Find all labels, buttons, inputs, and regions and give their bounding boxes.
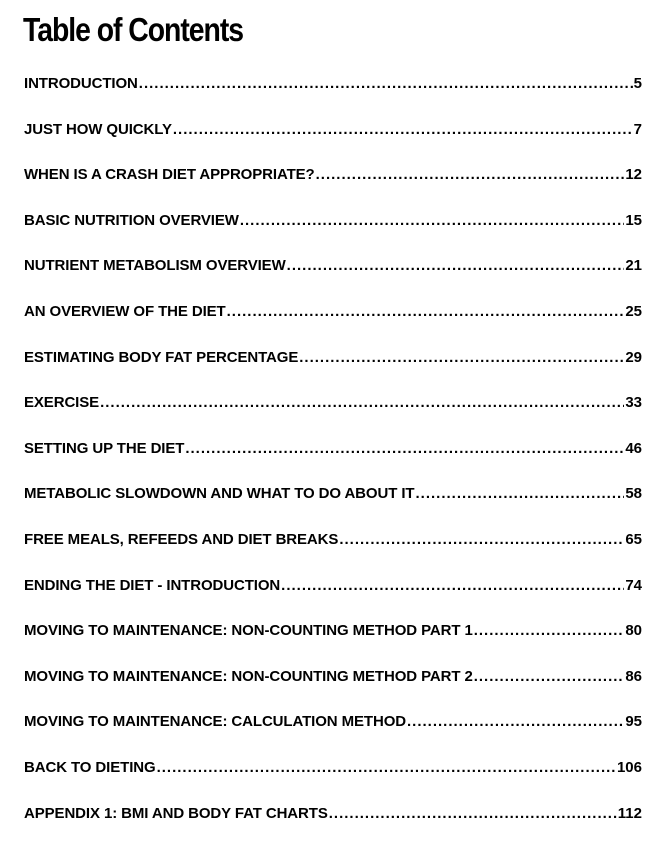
toc-dot-leader: [281, 576, 624, 596]
toc-entry-title: APPENDIX 1: BMI AND BODY FAT CHARTS: [24, 804, 328, 824]
toc-dot-leader: [329, 804, 617, 824]
toc-entry[interactable]: [24, 758, 642, 804]
toc-entry[interactable]: [24, 165, 642, 211]
toc-entry[interactable]: [24, 712, 642, 758]
toc-entry[interactable]: [24, 256, 642, 302]
toc-page-number: 106: [617, 758, 642, 778]
page-title: Table of Contents: [23, 8, 243, 52]
toc-list: [24, 74, 642, 849]
toc-page-number: 7: [634, 120, 642, 140]
toc-entry[interactable]: [24, 621, 642, 667]
toc-entry-title: ENDING THE DIET - INTRODUCTION: [24, 576, 280, 596]
toc-dot-leader: [339, 530, 624, 550]
toc-entry-title: METABOLIC SLOWDOWN AND WHAT TO DO ABOUT IT: [24, 484, 414, 504]
toc-dot-leader: [100, 393, 624, 413]
toc-entry[interactable]: [24, 484, 642, 530]
toc-page-number: 80: [625, 621, 642, 641]
toc-page-number: 5: [634, 74, 642, 94]
toc-dot-leader: [240, 211, 624, 231]
toc-entry[interactable]: [24, 302, 642, 348]
toc-entry[interactable]: [24, 804, 642, 849]
toc-page-number: 12: [625, 165, 642, 185]
toc-page-number: 74: [625, 576, 642, 596]
toc-entry-title: NUTRIENT METABOLISM OVERVIEW: [24, 256, 286, 276]
toc-entry-title: JUST HOW QUICKLY: [24, 120, 172, 140]
toc-entry-title: MOVING TO MAINTENANCE: NON-COUNTING METHOD PART 2: [24, 667, 473, 687]
toc-dot-leader: [407, 712, 624, 732]
toc-dot-leader: [287, 256, 625, 276]
toc-page-number: 15: [625, 211, 642, 231]
toc-entry[interactable]: [24, 74, 642, 120]
toc-entry-title: MOVING TO MAINTENANCE: NON-COUNTING METHOD PART 1: [24, 621, 473, 641]
toc-entry[interactable]: [24, 211, 642, 257]
toc-entry-title: ESTIMATING BODY FAT PERCENTAGE: [24, 348, 298, 368]
toc-page-number: 29: [625, 348, 642, 368]
toc-entry-title: INTRODUCTION: [24, 74, 138, 94]
toc-dot-leader: [316, 165, 625, 185]
toc-dot-leader: [157, 758, 616, 778]
toc-entry[interactable]: [24, 393, 642, 439]
toc-dot-leader: [299, 348, 624, 368]
toc-entry-title: AN OVERVIEW OF THE DIET: [24, 302, 226, 322]
toc-entry-title: EXERCISE: [24, 393, 99, 413]
toc-dot-leader: [139, 74, 633, 94]
toc-entry-title: WHEN IS A CRASH DIET APPROPRIATE?: [24, 165, 315, 185]
toc-entry-title: BACK TO DIETING: [24, 758, 156, 778]
toc-page-number: 65: [625, 530, 642, 550]
toc-page-number: 46: [625, 439, 642, 459]
toc-dot-leader: [474, 621, 625, 641]
toc-entry-title: SETTING UP THE DIET: [24, 439, 184, 459]
toc-entry[interactable]: [24, 667, 642, 713]
toc-page-number: 58: [625, 484, 642, 504]
toc-entry[interactable]: [24, 120, 642, 166]
toc-dot-leader: [415, 484, 624, 504]
toc-page-number: 33: [625, 393, 642, 413]
toc-dot-leader: [173, 120, 633, 140]
toc-page-number: 95: [625, 712, 642, 732]
toc-page-number: 21: [625, 256, 642, 276]
toc-dot-leader: [185, 439, 624, 459]
toc-entry-title: FREE MEALS, REFEEDS AND DIET BREAKS: [24, 530, 338, 550]
toc-page-number: 112: [618, 804, 642, 824]
toc-dot-leader: [227, 302, 625, 322]
toc-page-number: 25: [625, 302, 642, 322]
toc-entry[interactable]: [24, 439, 642, 485]
toc-entry-title: MOVING TO MAINTENANCE: CALCULATION METHOD: [24, 712, 406, 732]
toc-entry[interactable]: [24, 530, 642, 576]
toc-dot-leader: [474, 667, 625, 687]
toc-page-number: 86: [625, 667, 642, 687]
toc-entry-title: BASIC NUTRITION OVERVIEW: [24, 211, 239, 231]
toc-entry[interactable]: [24, 348, 642, 394]
toc-entry[interactable]: [24, 576, 642, 622]
